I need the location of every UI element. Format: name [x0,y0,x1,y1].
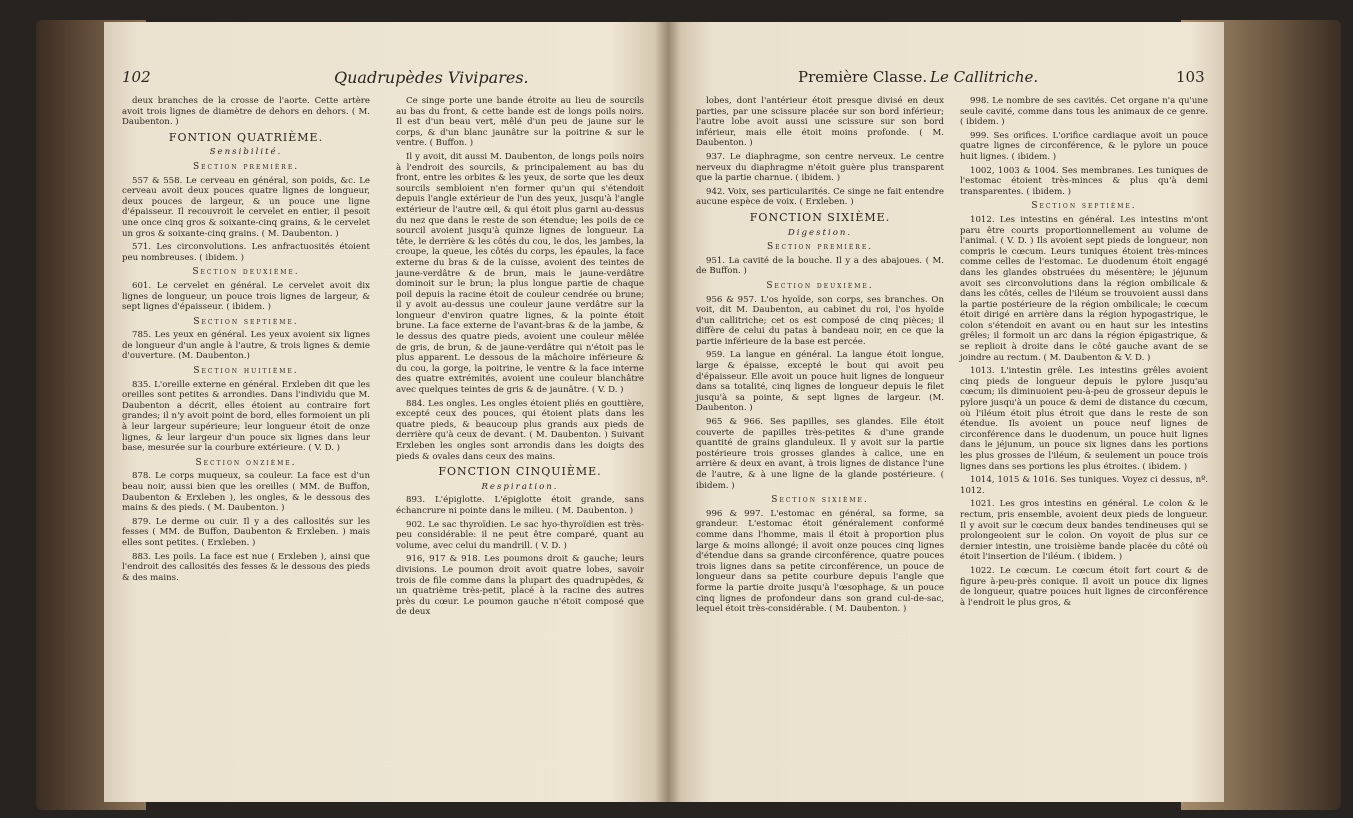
text-paragraph: 835. L'oreille externe en général. Erxleben dit que les oreilles sont petites & arrondies. Dans l'individu que M. Daubenton a décrit, elles étoient au contraire fort grandes; il n'y avoit point de bord, elles formoient un pli à leur largeur supérieure; leur longueur étoit de onze lignes, & leur largeur d'un pouce six lignes dans leur base, mesurée sur la courbure extérieure. ( V. D. ) [122,379,370,454]
text-paragraph: lobes, dont l'antérieur étoit presque divisé en deux parties, par une scissure placée sur son bord inférieur; l'autre lobe avoit aussi une scissure sur son bord inférieur, mais elle étoit moins profonde. ( M. Daubenton. ) [696,96,944,149]
section-heading: FONCTION SIXIÈME. [749,210,891,224]
section-heading: Respiration. [481,481,559,492]
left-page-number: 102 [122,68,151,86]
text-paragraph: 902. Le sac thyroïdien. Le sac hyo-thyroïdien est très-peu considérable: il ne peut être comparé, quant au volume, avec celui du mandrill. ( V. D. ) [396,519,644,551]
text-paragraph: 956 & 957. L'os hyoïde, son corps, ses branches. On voit, dit M. Daubenton, au cabinet du roi, l'os hyoïde d'un callitriche; cet os est composé de cinq pièces; il diffère de celui du patas à bandeau noir, en ce que la partie inférieure de la base est percée. [696,294,944,347]
text-paragraph: 996 & 997. L'estomac en général, sa forme, sa grandeur. L'estomac étoit généralement conformé comme dans l'homme, mais il étoit à proportion plus large & moins allongé; il avoit onze pouces cinq lignes d'étendue dans sa grande circonférence, quatre pouces trois lignes dans sa petite circonférence, un pouce de longueur dans sa petite courbure depuis l'angle que forme la partie droite jusqu'à l'œsophage, & un pouce cinq lignes de profondeur dans son grand cul-de-sac, lequel étoit très-considérable. ( M. Daubenton. ) [696,508,944,615]
text-paragraph: 999. Ses orifices. L'orifice cardiaque avoit un pouce quatre lignes de circonférence, & le pylore un pouce huit lignes. ( ibidem. ) [960,130,1208,162]
text-paragraph: 942. Voix, ses particularités. Ce singe ne fait entendre aucune espèce de voix. ( Erxleben. ) [696,186,944,208]
section-heading: Section deuxième. [192,267,300,278]
left-running-title: Quadrupèdes Vivipares. [334,68,529,87]
text-paragraph: 878. Le corps muqueux, sa couleur. La face est d'un beau noir, aussi bien que les oreilles ( MM. de Buffon, Daubenton & Erxleben ), les ongles, & le dessous des mains & des pieds. ( M. Daubenton. ) [122,471,370,514]
text-paragraph: 879. Le derme ou cuir. Il y a des callosités sur les fesses ( MM. de Buffon, Daubenton & Erxleben. ) mais elles sont petites. ( Erxleben. ) [122,516,370,548]
text-paragraph: 601. Le cervelet en général. Le cervelet avoit dix lignes de longueur, un pouce trois lignes de largeur, & sept lignes d'épaisseur. ( ibidem. ) [122,280,370,313]
section-heading: Digestion. [787,227,853,238]
text-paragraph: 959. La langue en général. La langue étoit longue, large & épaisse, excepté le bout qui avoit peu d'épaisseur. Elle avoit un pouce huit lignes de longueur dans sa totalité, cinq lignes de longueur depuis le filet jusqu'à sa pointe, & sept lignes de largeur. (M. Daubenton. ) [696,350,944,414]
left-column-2 [396,96,644,621]
section-heading: Section sixième. [771,495,869,506]
right-column-2 [960,96,1208,611]
text-paragraph: 1012. Les intestins en général. Les intestins m'ont paru être courts proportionnellement au volume de l'animal. ( V. D. ) Ils avoient sept pieds de longueur, non compris le cœcum. Leurs tuniques étoient très-minces comme celles de l'estomac. Le duodenum étoit engagé dans les glandes obstruées du mésentère; le jéjunum avoit ses circonvolutions dans la région ombilicale & dans les côtés, celles de l'iléum se trouvoient aussi dans la partie postérieure de la région ombilicale; le cœcum étoit dirigé en arrière dans la région hypogastrique, le colon s'étendoit en avant ou en haut sur les intestins grêles; il formoit un arc dans la région épigastrique, & se replioit à droite dans le côté gauche avant de se joindre au rectum. ( M. Daubenton & V. D. ) [960,214,1208,363]
text-paragraph: 1002, 1003 & 1004. Ses membranes. Les tuniques de l'estomac étoient très-minces & plus qu'à demi transparentes. ( ibidem. ) [960,165,1208,197]
text-paragraph: 893. L'épiglotte. L'épiglotte étoit grande, sans échancrure ni pointe dans le milieu. ( M. Daubenton. ) [396,495,644,516]
text-paragraph: 937. Le diaphragme, son centre nerveux. Le centre nerveux du diaphragme n'étoit guère plus transparent que la partie charnue. ( ibidem. ) [696,151,944,184]
section-heading: Section première. [766,242,874,253]
text-paragraph: 998. Le nombre de ses cavités. Cet organe n'a qu'une seule cavité, comme dans tous les animaux de ce genre. ( ibidem. ) [960,96,1208,128]
right-page [668,22,1224,802]
section-heading: Section huitième. [193,366,299,377]
text-paragraph: 965 & 966. Ses papilles, ses glandes. Elle étoit couverte de papilles très-petites & d'une grande quantité de grains glanduleux. Il y avoit sur la partie postérieure trois grosses glandes à calice, une en arrière & deux en avant, à trois lignes de distance l'une de l'autre, & à une ligne de la glande postérieure. ( ibidem. ) [696,417,944,491]
section-heading: Section septième. [193,316,299,327]
left-column-1 [122,96,370,586]
book-gutter [655,22,681,802]
text-paragraph: 1022. Le cœcum. Le cœcum étoit fort court & de figure à-peu-près conique. Il avoit un pouce dix lignes de longueur, quatre pouces huit lignes de circonférence à l'endroit le plus gros, & [960,565,1208,608]
section-heading: Sensibilité. [209,147,283,158]
text-paragraph: 1013. L'intestin grêle. Les intestins grêles avoient cinq pieds de longueur depuis le pylore jusqu'au cœcum; ils diminuoient peu-à-peu de grosseur depuis le pylore jusqu'à un pouce & demi de distance du cœcum, où l'iléum étoit plus étroit que dans le reste de son étendue. Ils avoient un pouce neuf lignes de circonférence dans le duodenum, un pouce huit lignes dans le jéjunum, un pouce six lignes dans les portions les plus grosses de l'iléum, & seulement un pouce trois lignes dans ses portions les plus étroites. ( ibidem. ) [960,366,1208,472]
text-paragraph: Ce singe porte une bande étroite au lieu de sourcils au bas du front, & cette bande est de longs poils noirs. Il est d'un beau vert, mêlé d'un peu de jaune sur le corps, & d'un blanc jaunâtre sur la poitrine & sur le ventre. ( Buffon. ) [396,96,644,149]
right-column-1 [696,96,944,618]
left-page [104,22,668,802]
text-paragraph: 785. Les yeux en général. Les yeux avoient six lignes de longueur d'un angle à l'autre, & trois lignes & demie d'ouverture. (M. Daubenton.) [122,330,370,362]
text-paragraph: 883. Les poils. La face est nue ( Erxleben ), ainsi que l'endroit des callosités des fesses & le dessous des pieds & des mains. [122,551,370,583]
text-paragraph: deux branches de la crosse de l'aorte. Cette artère avoit trois lignes de diamètre de dehors en dehors. ( M. Daubenton. ) [122,96,370,128]
right-running-title-sub: Le Callitriche. [930,68,1039,86]
section-heading: FONCTION CINQUIÈME. [438,465,602,479]
text-paragraph: 884. Les ongles. Les ongles étoient pliés en gouttière, excepté ceux des pouces, qui étoient plats dans les quatre pieds, & beaucoup plus grands aux pieds de derrière qu'à ceux de devant. ( M. Daubenton. ) Suivant Erxleben les ongles sont arrondis dans les doigts des pieds & ovales dans ceux des mains. [396,398,644,462]
section-heading: Section septième. [1031,201,1137,212]
right-page-number: 103 [1176,68,1205,86]
section-heading: FONTION QUATRIÈME. [168,130,324,144]
section-heading: Section onzième. [195,457,297,468]
text-paragraph: 1014, 1015 & 1016. Ses tuniques. Voyez ci dessus, nº. 1012. [960,475,1208,496]
section-heading: Section première. [192,161,300,172]
section-heading: Section deuxième. [766,280,874,291]
text-paragraph: 1021. Les gros intestins en général. Le colon & le rectum, pris ensemble, avoient deux pieds de longueur. Il y avoit sur le cœcum deux bandes tendineuses qui se prolongeoient sur le colon. On voyoit de plus sur ce dernier intestin, une troisième bande placée du côté où étoit l'insertion de l'iléum. ( ibidem. ) [960,499,1208,563]
text-paragraph: 571. Les circonvolutions. Les anfractuosités étoient peu nombreuses. ( ibidem. ) [122,242,370,263]
text-paragraph: 916, 917 & 918. Les poumons droit & gauche; leurs divisions. Le poumon droit avoit quatre lobes, savoir trois de file comme dans la plupart des quadrupèdes, & un quatrième très-petit, placé à la racine des autres près du cœur. Le poumon gauche n'étoit composé que de deux [396,554,644,618]
text-paragraph: 951. La cavité de la bouche. Il y a des abajoues. ( M. de Buffon. ) [696,255,944,277]
text-paragraph: 557 & 558. Le cerveau en général, son poids, &c. Le cerveau avoit deux pouces quatre lignes de longueur, deux pouces de largeur, & un pouce une ligne d'épaisseur. Il recouvroit le cervelet en entier, il pesoit une once cinq gros & soixante-cinq grains, & le cervelet un gros & soixante-cinq grains. ( M. Daubenton. ) [122,175,370,239]
text-paragraph: Il y avoit, dit aussi M. Daubenton, de longs poils noirs à l'endroit des sourcils, & principalement au bas du front, entre les orbites & les yeux, de sorte que les deux sourcils sembloient n'en former qu'un qui s'étendoit depuis l'angle extérieur de l'un des yeux, jusqu'à l'angle extérieur de l'autre œil, & qui étoit plus garni au-dessus du nez que dans le reste de son étendue; les poils de ce sourcil avoient jusqu'à quinze lignes de longueur. La tête, le derrière & les côtés du cou, le dos, les jambes, la croupe, la queue, les côtés du corps, les épaules, la face externe du bras & de la cuisse, avoient des teintes de jaune-verdâtre & de brun, mais le jaune-verdâtre dominoit sur le brun; la plus longue partie de chaque poil depuis la racine étoit de couleur cendrée ou brune; il y avoit au-dessus une couleur jaune verdâtre sur la longueur d'environ quatre lignes, & la pointe étoit brune. La face externe de l'avant-bras & de la jambe, & le dessus des quatre pieds, avoient une couleur mêlée de gris, de brun, & de jaune-verdâtre qui n'étoit pas le plus apparent. Le dessous de la mâchoire inférieure & du cou, la gorge, la poitrine, le ventre & la face interne des quatre extrémités, avoient une couleur blanchâtre avec quelques teintes de gris & de jaunâtre. ( V. D. ) [396,151,644,396]
right-running-title-main: Première Classe. [798,68,928,86]
